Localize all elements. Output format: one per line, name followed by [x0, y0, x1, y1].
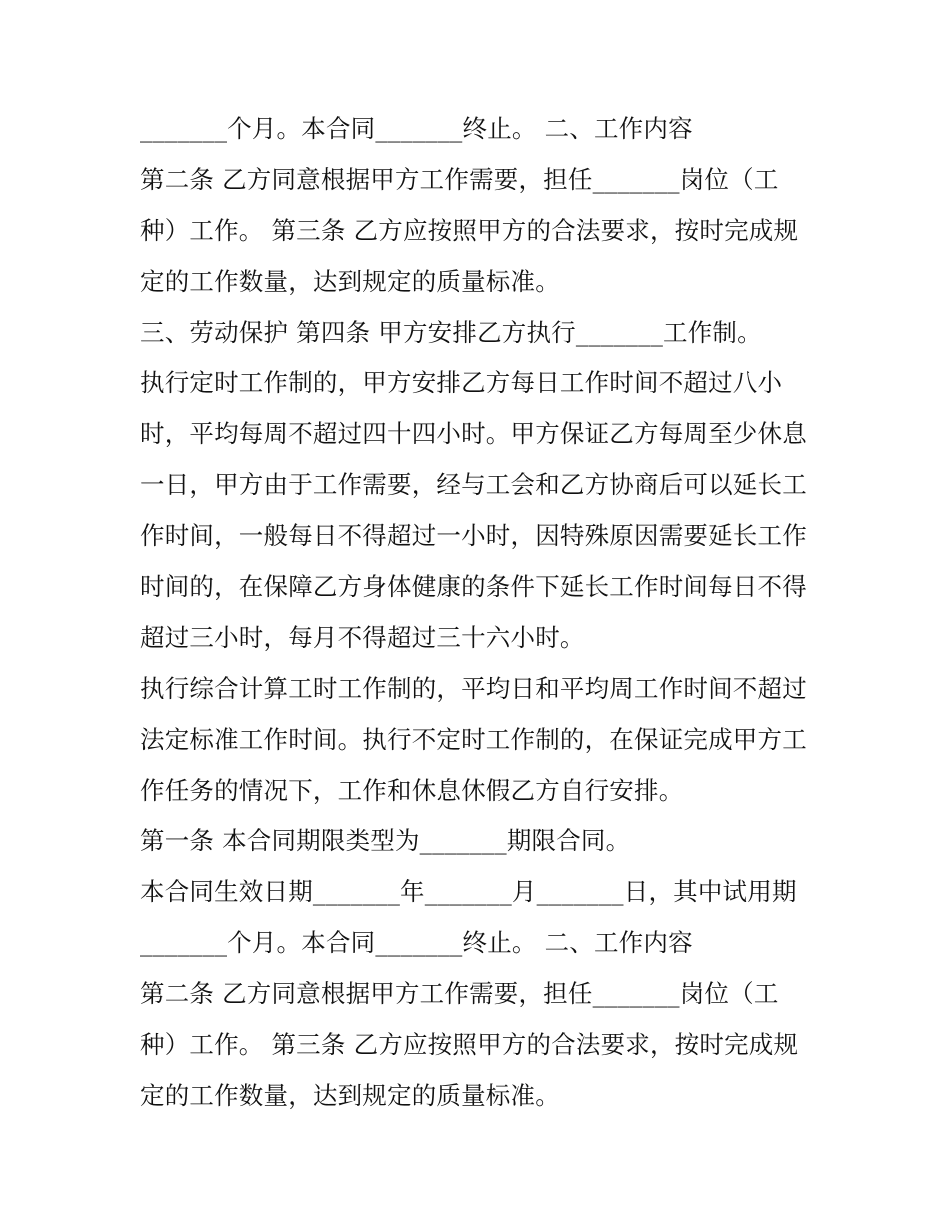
text-line: 法定标准工作时间。执行不定时工作制的，在保证完成甲方工 [140, 724, 807, 754]
text-line: 执行定时工作制的，甲方安排乙方每日工作时间不超过八小 [140, 368, 783, 398]
text-line: 定的工作数量，达到规定的质量标准。 [140, 1080, 560, 1110]
contract-text [140, 104, 820, 1122]
text-line: _______个月。本合同_______终止。 二、工作内容 [140, 114, 693, 143]
text-line: 第一条 本合同期限类型为_______期限合同。 [140, 826, 631, 856]
text-line: 作时间，一般每日不得超过一小时，因特殊原因需要延长工作 [140, 521, 807, 551]
text-line: 执行综合计算工时工作制的，平均日和平均周工作时间不超过 [140, 673, 807, 703]
text-line: 第二条 乙方同意根据甲方工作需要，担任_______岗位（工 [140, 979, 779, 1009]
text-line: 超过三小时，每月不得超过三十六小时。 [140, 622, 585, 652]
text-line: 种）工作。 第三条 乙方应按照甲方的合法要求，按时完成规 [140, 1030, 799, 1060]
text-line: _______个月。本合同_______终止。 二、工作内容 [140, 928, 693, 958]
text-line: 本合同生效日期_______年_______月_______日，其中试用期 [140, 877, 797, 907]
text-line: 一日，甲方由于工作需要，经与工会和乙方协商后可以延长工 [140, 470, 807, 500]
text-line: 三、劳动保护 第四条 甲方安排乙方执行_______工作制。 [140, 317, 762, 347]
text-line: 定的工作数量，达到规定的质量标准。 [140, 266, 560, 296]
text-line: 第二条 乙方同意根据甲方工作需要，担任_______岗位（工 [140, 164, 779, 194]
text-line: 作任务的情况下，工作和休息休假乙方自行安排。 [140, 775, 684, 805]
text-line: 时间的，在保障乙方身体健康的条件下延长工作时间每日不得 [140, 572, 807, 602]
text-line: 种）工作。 第三条 乙方应按照甲方的合法要求，按时完成规 [140, 215, 799, 245]
text-line: 时，平均每周不超过四十四小时。甲方保证乙方每周至少休息 [140, 419, 807, 449]
